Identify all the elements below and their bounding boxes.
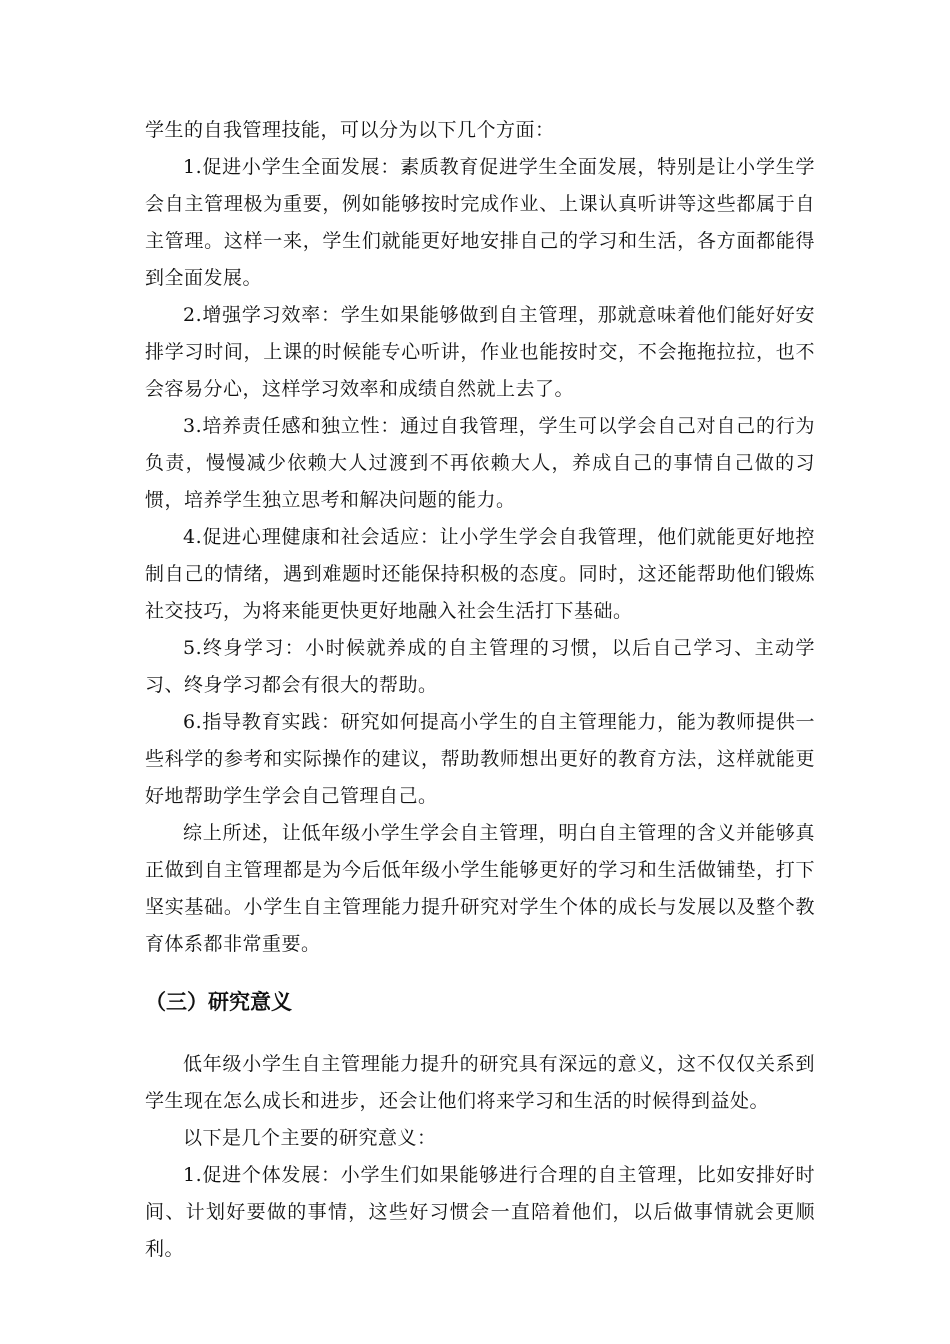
list-item-mental-health: 4.促进心理健康和社会适应：让小学生学会自我管理，他们就能更好地控制自己的情绪，遇到难题时还能保持积极的态度。同时，这还能帮助他们锻炼社交技巧，为将来能更快更好地融入社会生活打下基础。 xyxy=(145,526,815,622)
list-item-individual-development: 1.促进个体发展：小学生们如果能够进行合理的自主管理，比如安排好时间、计划好要做的事情，这些好习惯会一直陪着他们，以后做事情就会更顺利。 xyxy=(145,1164,815,1260)
list-item-overall-development: 1.促进小学生全面发展：素质教育促进学生全面发展，特别是让小学生学会自主管理极为重要，例如能够按时完成作业、上课认真听讲等这些都属于自主管理。这样一来，学生们就能更好地安排自己的学习和生活，各方面都能得到全面发展。 xyxy=(145,156,815,289)
list-item-teaching-practice: 6.指导教育实践：研究如何提高小学生的自主管理能力，能为教师提供一些科学的参考和实际操作的建议，帮助教师想出更好的教育方法，这样就能更好地帮助学生学会自己管理自己。 xyxy=(145,711,815,807)
significance-intro-paragraph: 低年级小学生自主管理能力提升的研究具有深远的意义，这不仅仅关系到学生现在怎么成长和进步，还会让他们将来学习和生活的时候得到益处。 xyxy=(145,1053,815,1112)
section-heading: （三）研究意义 xyxy=(145,990,292,1014)
significance-lead: 以下是几个主要的研究意义： xyxy=(183,1127,437,1149)
intro-paragraph: 学生的自我管理技能，可以分为以下几个方面： xyxy=(145,119,555,141)
list-item-learning-efficiency: 2.增强学习效率：学生如果能够做到自主管理，那就意味着他们能好好安排学习时间，上课的时候能专心听讲，作业也能按时交，不会拖拖拉拉，也不会容易分心，这样学习效率和成绩自然就上去了。 xyxy=(145,304,815,400)
list-item-responsibility: 3.培养责任感和独立性：通过自我管理，学生可以学会自己对自己的行为负责，慢慢减少依赖大人过渡到不再依赖大人，养成自己的事情自己做的习惯，培养学生独立思考和解决问题的能力。 xyxy=(145,415,815,511)
summary-paragraph: 综上所述，让低年级小学生学会自主管理，明白自主管理的含义并能够真正做到自主管理都是为今后低年级小学生能够更好的学习和生活做铺垫，打下坚实基础。小学生自主管理能力提升研究对学生个体的成长与发展以及整个教育体系都非常重要。 xyxy=(145,822,815,955)
list-item-lifelong-learning: 5.终身学习：小时候就养成的自主管理的习惯，以后自己学习、主动学习、终身学习都会有很大的帮助。 xyxy=(145,637,815,696)
